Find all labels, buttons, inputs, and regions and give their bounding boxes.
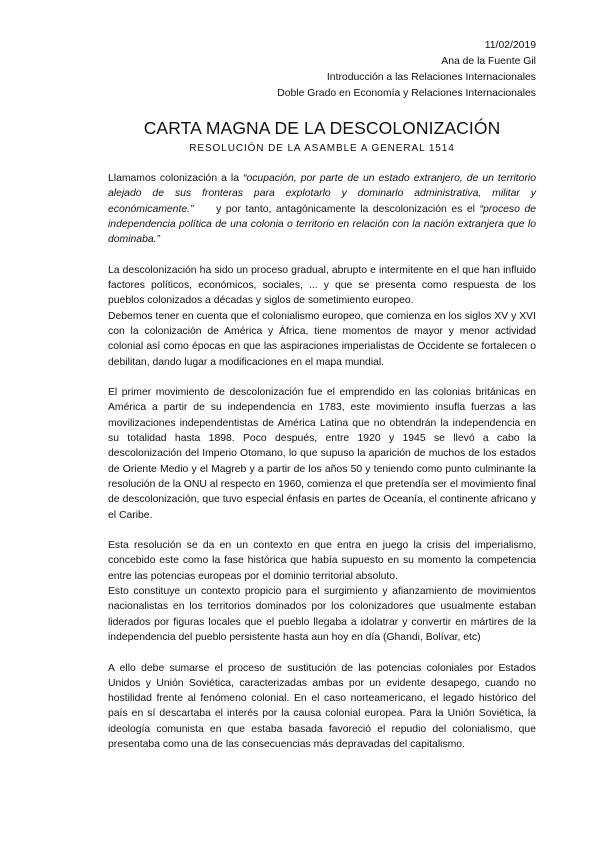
definition-quote-decolonization: “proceso de independencia política de una colonia o territorio en relación con la nación extranjera que lo dominaba.”	[108, 203, 537, 246]
paragraph-definition	[108, 171, 536, 247]
definition-quote-colonization: “ocupación, por parte de un estado extranjero, de un territorio alejado de sus fronteras para explotarlo y dominarlo administrativa, militar y económicamente.”	[108, 173, 537, 215]
header-course: Introducción a las Relaciones Internacionales	[326, 72, 536, 83]
document-body	[108, 171, 536, 752]
paragraph-european-colonialism: Debemos tener en cuenta que el colonialismo europeo, que comienza en los siglos XV y XVI con la colonización de América y África, tiene momentos de mayor y menor actividad colonial así como épocas en que las aspiraciones imperialistas de Occidente se fortalecen o debilitan, dando lugar a modificaciones en el mapa mundial.	[108, 310, 536, 368]
paragraph-context: Esta resolución se da en un contexto en que entra en juego la crisis del imperialismo, concebido este como la fase histórica que había supuesto en su momento la competencia entre las potencias europeas por el dominio territorial absoluto.	[108, 540, 536, 582]
document-title: CARTA MAGNA DE LA DESCOLONIZACIÓN	[143, 118, 501, 138]
paragraph-process: La descolonización ha sido un proceso gradual, abrupto e intermitente en el que han influido factores políticos, económicos, sociales, ... y que se presenta como respuesta de los pueblos colonizados a décadas y siglos de sometimiento europeo.	[108, 264, 536, 307]
header-degree: Doble Grado en Economía y Relaciones Internacionales	[277, 88, 536, 99]
document-subtitle: RESOLUCIÓN DE LA ASAMBLE A GENERAL 1514	[189, 143, 455, 154]
definition-text-2: y por tanto, antagónicamente la descolonización es el	[193, 203, 480, 215]
definition-text-1: Llamamos colonización a la	[108, 173, 243, 184]
paragraph-nationalism: Esto constituye un contexto propicio para el surgimiento y afianzamiento de movimientos nacionalistas en los territorios dominados por los colonizadores que usualmente estaban liderados por figuras locales que el pueblo llegaba a idolatrar y convertir en mártires de la independencia del pueblo persistente hasta aun hoy en día (Ghandi, Bolívar, etc)	[108, 586, 536, 643]
header-date: 11/02/2019	[484, 40, 536, 51]
document-header	[108, 38, 536, 102]
paragraph-first-movement: El primer movimiento de descolonización fue el emprendido en las colonias británicas en América a partir de su independencia en 1783, este movimiento insufla fuerzas a las movilizaciones independentistas de América Latina que no obtendrán la independencia en su totalidad hasta 1898. Poco después, entre 1920 y 1945 se llevó a cabo la descolonización del Imperio Otomano, lo que supuso la aparición de muchos de los estados de Oriente Medio y el Magreb y a partir de los años 50 y teniendo como punto culminante la resolución de la ONU al respecto en 1960, comienza el que pretendía ser el movimiento final de descolonización, que tuvo especial énfasis en partes de Oceanía, el continente africano y el Caribe.	[108, 387, 536, 521]
paragraph-superpowers: A ello debe sumarse el proceso de sustitución de las potencias coloniales por Estados Unidos y Unión Soviética, caracterizadas ambas por un evidente desapego, cuando no hostilidad frente al fenómeno colonial. En el caso norteamericano, el legado histórico del país en sí descartaba el interés por la causa colonial europea. Para la Unión Soviética, la ideología comunista en que estaba basada favoreció el repudio del colonialismo, que presentaba como una de las consecuencias más depravadas del capitalismo.	[108, 662, 536, 750]
header-author: Ana de la Fuente Gil	[441, 56, 536, 67]
